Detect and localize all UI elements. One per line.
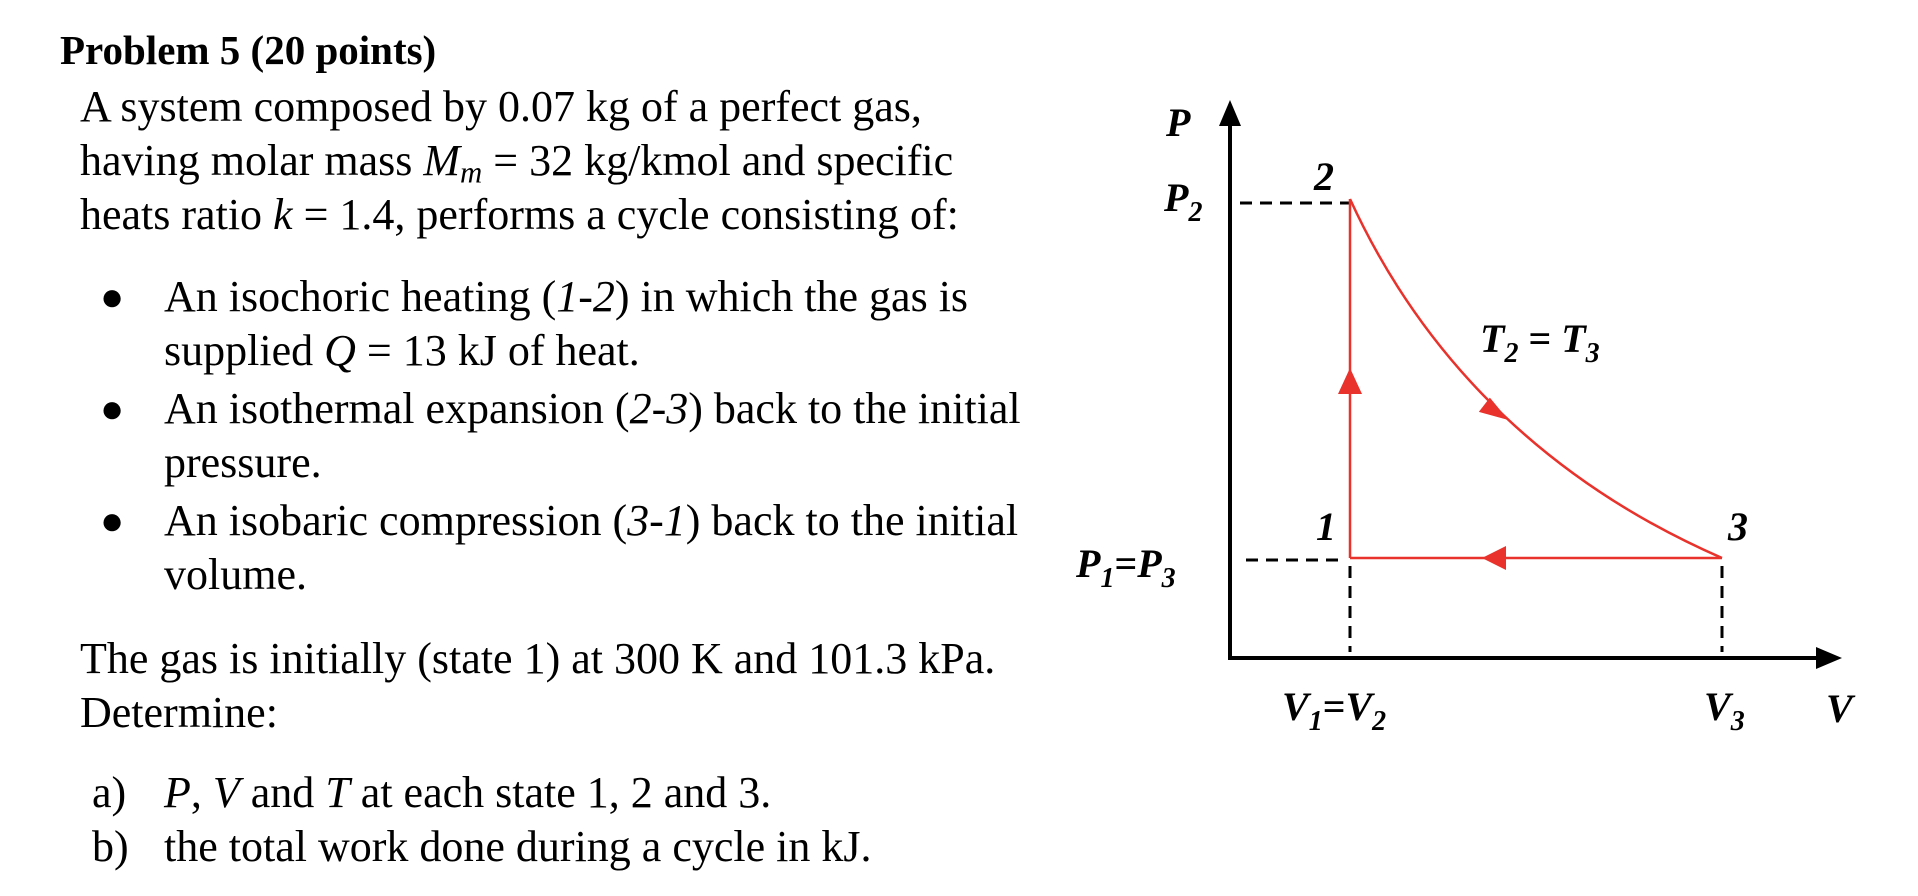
question-text: at each state 1, 2 and 3.: [349, 768, 772, 817]
intro-text-2: = 32 kg/kmol and specific heats ratio: [80, 136, 954, 239]
state-3-label: 3: [1728, 504, 1748, 549]
process-text: An isochoric heating (: [164, 272, 557, 321]
process-states: 2-3: [629, 384, 689, 433]
question-label: b): [92, 822, 129, 871]
process-text: = 13 kJ of heat.: [355, 326, 640, 375]
problem-title: Problem 5 (20 points): [60, 27, 437, 73]
bullet-icon: ●: [100, 274, 125, 319]
process-text: An isobaric compression (: [164, 496, 628, 545]
heat-symbol: Q: [324, 326, 356, 375]
isotherm-label: $T_2 = T_3$: [1480, 316, 1600, 369]
process-text: ) back to the initial pressure.: [164, 384, 1021, 487]
problem-closing: The gas is initially (state 1) at 300 K and 101.3 kPa. Determine:: [80, 634, 996, 737]
v-axis-arrow-icon: [1816, 647, 1842, 669]
bullet-icon: ●: [100, 386, 125, 431]
p-axis-label: P: [1166, 100, 1191, 145]
v1-v2-label: $V_1=V_2$: [1282, 684, 1387, 737]
k-symbol: k: [273, 190, 293, 239]
volume-symbol: V: [212, 768, 240, 817]
temperature-symbol: T: [325, 768, 350, 817]
intro-text-3: = 1.4, performs a cycle consisting of:: [292, 190, 959, 239]
arrow-up-icon: [1338, 368, 1362, 394]
arrow-down-right-icon: [1478, 397, 1509, 420]
p2-label: $P_2$: [1164, 175, 1203, 228]
question-label: a): [92, 768, 127, 817]
pv-axes: [1219, 100, 1842, 669]
question-text: the total work done during a cycle in kJ.: [164, 822, 872, 871]
v-axis-label: V: [1826, 686, 1853, 731]
intro-text-1: A system composed by 0.07 kg of a perfect gas, having molar mass: [80, 82, 922, 185]
question-text: and: [239, 768, 326, 817]
pressure-symbol: P: [164, 768, 191, 817]
question-text: ,: [190, 768, 213, 817]
p1-p3-label: $P_1=P_3$: [1076, 541, 1176, 594]
guide-lines: [1240, 203, 1722, 652]
process-text: ) in which the gas is supplied: [164, 272, 969, 375]
arrow-left-icon: [1482, 546, 1506, 570]
state-1-label: 1: [1316, 504, 1336, 549]
molar-mass-symbol: M: [423, 136, 461, 185]
cycle-path: [1350, 199, 1722, 558]
process-text: An isothermal expansion (: [164, 384, 630, 433]
bullet-icon: ●: [100, 498, 125, 543]
p-axis-arrow-icon: [1219, 100, 1241, 126]
state-2-label: 2: [1314, 154, 1334, 199]
process-states: 1-2: [556, 272, 615, 321]
molar-mass-subscript: m: [460, 155, 483, 190]
v3-label: $V_3$: [1704, 684, 1745, 737]
process-text: ) back to the initial volume.: [164, 496, 1019, 599]
process-states: 3-1: [627, 496, 686, 545]
process-curve-2-3: [1350, 199, 1722, 558]
